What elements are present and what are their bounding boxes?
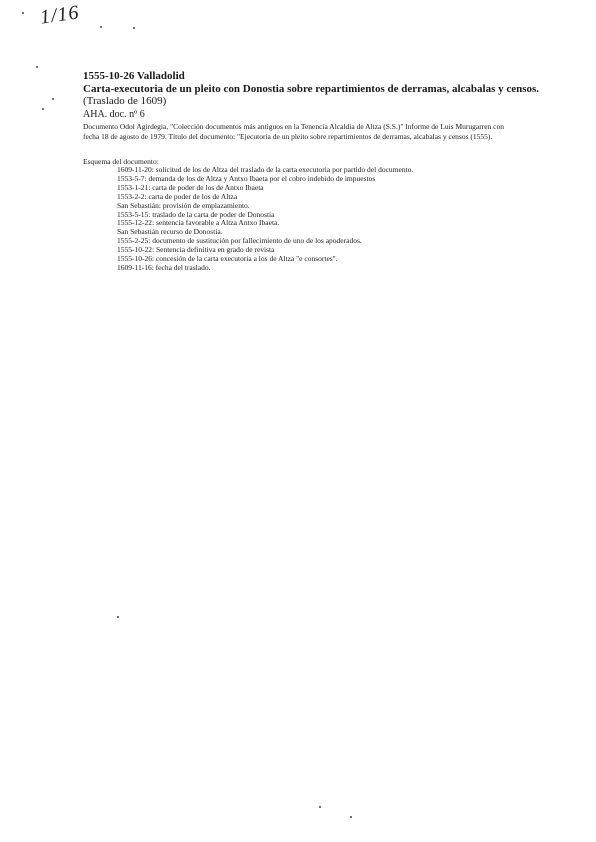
scan-speck xyxy=(42,108,44,110)
outline-heading: Esquema del documento: xyxy=(83,157,159,166)
list-item: 1553-2-2: carta de poder de los de Altza xyxy=(117,191,238,201)
scan-speck xyxy=(100,26,102,28)
document-subtitle: (Traslado de 1609) xyxy=(83,95,167,107)
list-item: 1555-10-22: Sentencia definitiva en grado de revista xyxy=(117,245,275,255)
list-item: 1555-2-25: documento de sustitución por fallecimiento de uno de los apoderados. xyxy=(117,236,362,246)
list-item: 1553-5-15: traslado de la carta de poder de Donostia xyxy=(117,209,275,219)
scan-speck xyxy=(319,806,321,808)
document-title: Carta-executoria de un pleito con Donostia sobre repartimientos de derramas, alcabalas y censos. xyxy=(83,83,540,95)
list-item: 1609-11-20: solicitud de los de Altza del traslado de la carta executoria por partido del documento. xyxy=(117,165,414,174)
list-item: 1555-12-22: sentencia favorable a Altza Antxo Ibaeta. xyxy=(117,218,280,228)
list-item: 1609-11-16: fecha del traslado. xyxy=(117,262,211,272)
list-item: San Sebastián: provisión de emplazamiento. xyxy=(117,200,250,210)
scan-speck xyxy=(52,98,54,100)
publication-note: Documento Odol Agirdegia, "Colección documentos más antiguos en la Tenencia Alcaldía de Altza (S.S.)" Informe de Luis Murugarren con fecha 18 de agosto de 1979. Título del documento: "Ejecutoria de un pleito sobre repartimientos de derramas, alcabalas y censos (1555). xyxy=(83,122,504,141)
list-item: 1555-10-26: concesión de la carta executoria a los de Altza "e consortes". xyxy=(117,254,338,264)
scan-speck xyxy=(117,616,119,618)
outline-list xyxy=(83,166,513,273)
folio-number: 1/16 xyxy=(38,1,81,29)
list-item: 1553-1-21: carta de poder de los de Antxo Ibaeta xyxy=(117,182,264,192)
list-item: 1553-5-7: demanda de los de Altza y Antxo Ibaeta por el cobro indebido de impuestos xyxy=(117,173,376,183)
scan-speck xyxy=(36,66,38,68)
document-header xyxy=(83,70,540,141)
list-item: San Sebastián recurso de Donostia. xyxy=(117,227,223,237)
scan-speck xyxy=(22,12,24,14)
scan-speck xyxy=(350,816,352,818)
date-place: 1555-10-26 Valladolid xyxy=(83,70,185,82)
document-outline xyxy=(83,157,513,273)
scan-speck xyxy=(133,27,135,29)
archive-reference: AHA. doc. nº 6 xyxy=(83,109,145,120)
